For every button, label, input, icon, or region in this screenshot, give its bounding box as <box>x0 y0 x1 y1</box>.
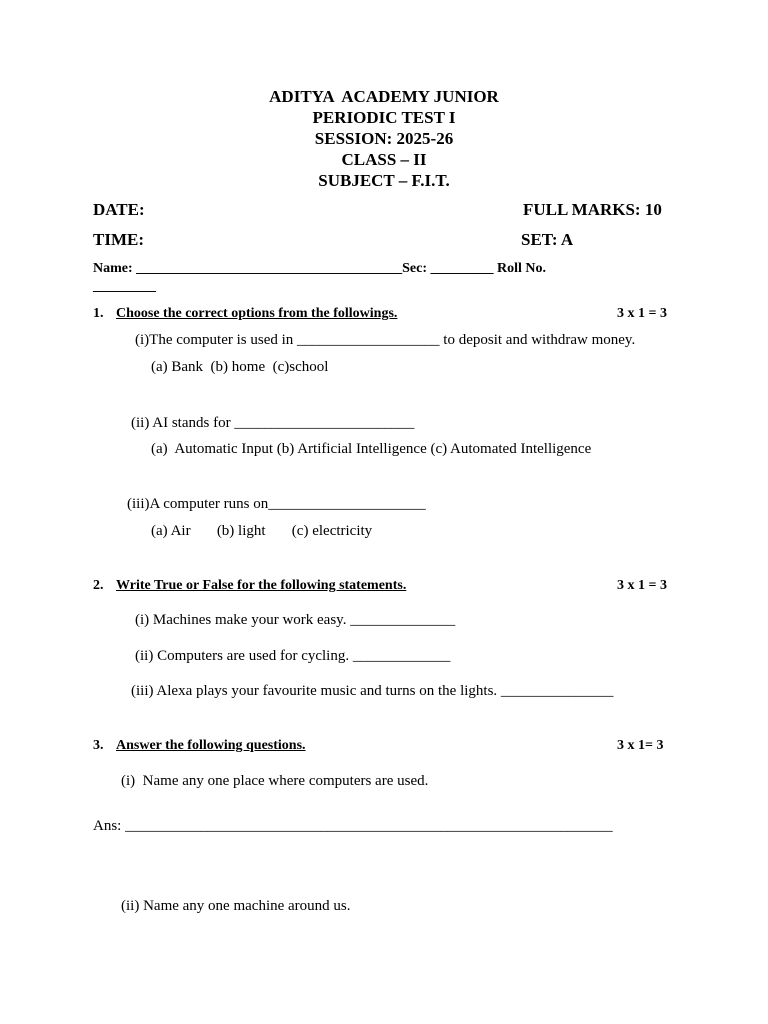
date-label: DATE: <box>93 200 145 219</box>
roll-blank: _________ <box>93 279 156 294</box>
q1-ii-text: (ii) AI stands for ________________________ <box>131 415 415 431</box>
name-sec-roll-line: Name: ______________________________________Sec: _________ Roll No. <box>93 261 547 276</box>
q3-i: (i) Name any one place where computers are used. <box>121 773 429 789</box>
class-label: CLASS – II <box>341 150 427 169</box>
q2-number: 2. <box>93 578 104 593</box>
q1-i-options: (a) Bank (b) home (c)school <box>151 359 329 375</box>
school-name: ADITYA ACADEMY JUNIOR <box>269 87 499 106</box>
time-label: TIME: <box>93 230 144 249</box>
set-label: SET: A <box>521 230 574 249</box>
q3-marks: 3 x 1= 3 <box>617 738 664 753</box>
q2-iii: (iii) Alexa plays your favourite music and turns on the lights. _______________ <box>131 683 614 699</box>
subject-label: SUBJECT – F.I.T. <box>318 171 450 190</box>
q3-number: 3. <box>93 738 104 753</box>
q2-ii: (ii) Computers are used for cycling. _____________ <box>135 648 451 664</box>
test-name: PERIODIC TEST I <box>312 108 456 127</box>
q2-marks: 3 x 1 = 3 <box>617 578 667 593</box>
q1-marks: 3 x 1 = 3 <box>617 306 667 321</box>
q3-title: Answer the following questions. <box>116 738 306 753</box>
q1-ii-options: (a) Automatic Input (b) Artificial Intelligence (c) Automated Intelligence <box>151 441 592 457</box>
q2-title: Write True or False for the following statements. <box>116 578 407 593</box>
q1-iii-options: (a) Air (b) light (c) electricity <box>151 523 373 539</box>
session: SESSION: 2025-26 <box>314 129 454 148</box>
full-marks: FULL MARKS: 10 <box>523 200 662 219</box>
q1-number: 1. <box>93 306 104 321</box>
q2-i: (i) Machines make your work easy. ______________ <box>135 612 456 628</box>
q3-answer-line: Ans: _________________________________________________________________ <box>93 818 613 834</box>
q1-title: Choose the correct options from the followings. <box>116 306 398 321</box>
q1-iii-text: (iii)A computer runs on_____________________ <box>127 496 426 512</box>
q1-i-text: (i)The computer is used in ___________________ to deposit and withdraw money. <box>135 332 636 348</box>
q3-ii: (ii) Name any one machine around us. <box>121 898 351 914</box>
